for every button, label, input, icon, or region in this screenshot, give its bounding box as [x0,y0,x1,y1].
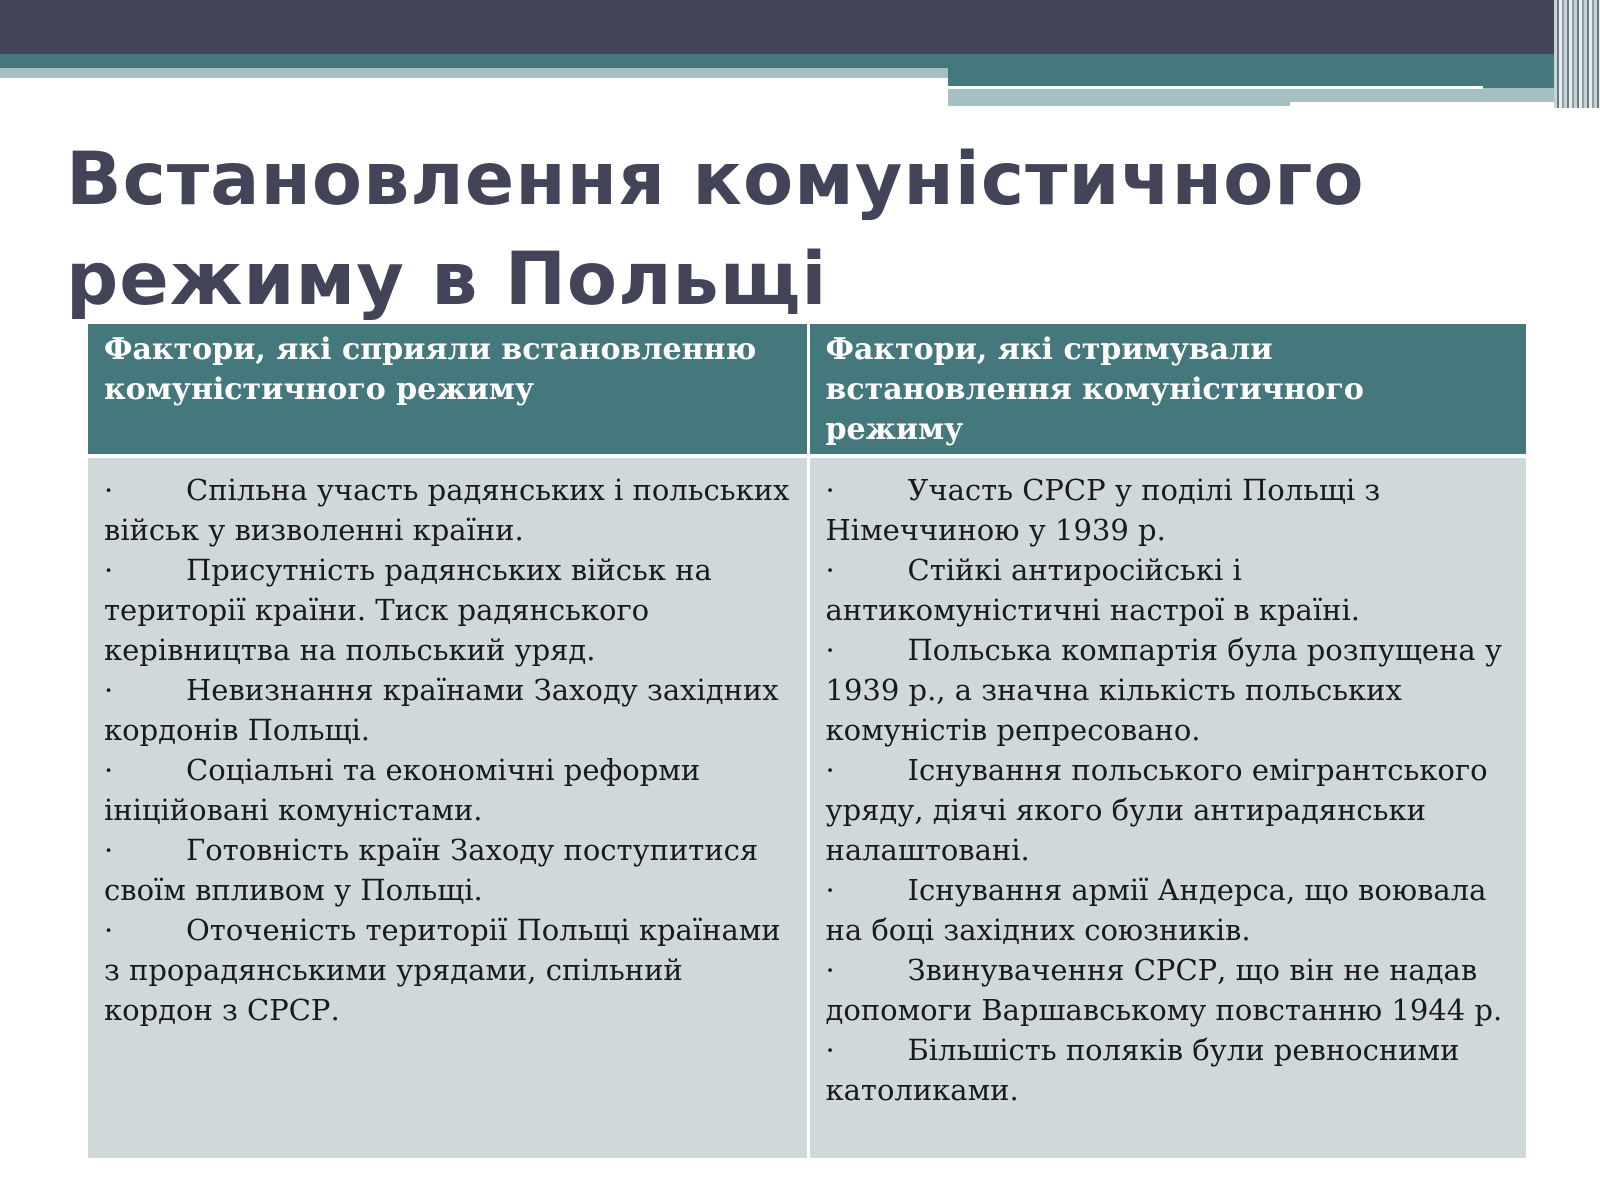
list-item-text: Польська компартія була розпущена у 1939 р., а значна кількість польських комуністів репресовано. [825,633,1502,747]
bullet-marker: · [825,873,835,907]
list-item-text: Більшість поляків були ревносними католиками. [825,1033,1460,1107]
slide-title-line-1: Встановлення комуністичного [66,137,1365,222]
list-item [826,870,1511,950]
list-item [826,1030,1511,1110]
list-item-text: Існування польського емігрантського уряду, діячі якого були антирадянськи налаштовані. [825,753,1488,867]
list-item-text: Існування армії Андерса, що воювала на боці західних союзників. [825,873,1487,947]
factors-table [88,324,1526,1158]
list-item-text: Оточеність території Польщі країнами з прорадянськими урядами, спільний кордон з СРСР. [104,913,781,1027]
header-cell-restraining-factors: Фактори, які стримували встановлення комуністичного режиму [808,324,1526,456]
bullet-marker: · [825,553,835,587]
list-item [826,630,1511,750]
bullet-marker: · [825,753,835,787]
table-header-row [88,324,1526,456]
top-banner-bar [0,0,1600,54]
list-item [826,950,1511,1030]
list-item [826,470,1511,550]
slide-title-line-2: режиму в Польщі [66,237,828,322]
list-item [104,670,791,750]
list-item-text: Соціальні та економічні реформи ініційовані комуністами. [104,753,701,827]
list-item [826,750,1511,870]
bullet-marker: · [104,473,114,507]
list-item-text: Звинувачення СРСР, що він не надав допомоги Варшавському повстанню 1944 р. [825,953,1503,1027]
bullet-marker: · [104,553,114,587]
bullet-marker: · [825,633,835,667]
table-row [88,456,1526,1158]
list-item [104,910,791,1030]
banner-vertical-stripes [1554,0,1600,108]
bullet-marker: · [104,753,114,787]
list-item [104,470,791,550]
bullet-marker: · [104,673,114,707]
list-item-text: Стійкі антиросійські і антикомуністичні настрої в країні. [825,553,1360,627]
list-item [104,550,791,670]
bullet-marker: · [104,833,114,867]
bullet-marker: · [104,913,114,947]
list-item-text: Участь СРСР у поділі Польщі з Німеччиною у 1939 р. [825,473,1381,547]
restraining-factors-cell [808,456,1526,1158]
banner-white-line [948,86,1483,89]
slide-title [66,130,1486,330]
banner-right-block [948,68,1600,88]
bullet-marker: · [825,1033,835,1067]
list-item-text: Присутність радянських військ на території країни. Тиск радянського керівництва на польський уряд. [104,553,712,667]
list-item-text: Готовність країн Заходу поступитися своїм впливом у Польщі. [104,833,759,907]
bullet-marker: · [825,953,835,987]
list-item [826,550,1511,630]
banner-teal-strip [0,54,1600,68]
list-item [104,750,791,830]
promoting-factors-cell [88,456,808,1158]
header-cell-promoting-factors: Фактори, які сприяли встановленню комуністичного режиму [88,324,808,456]
list-item-text: Спільна участь радянських і польських військ у визволенні країни. [104,473,790,547]
list-item-text: Невизнання країнами Заходу західних кордонів Польщі. [104,673,779,747]
bullet-marker: · [825,473,835,507]
list-item [104,830,791,910]
banner-light-strip [0,68,948,78]
